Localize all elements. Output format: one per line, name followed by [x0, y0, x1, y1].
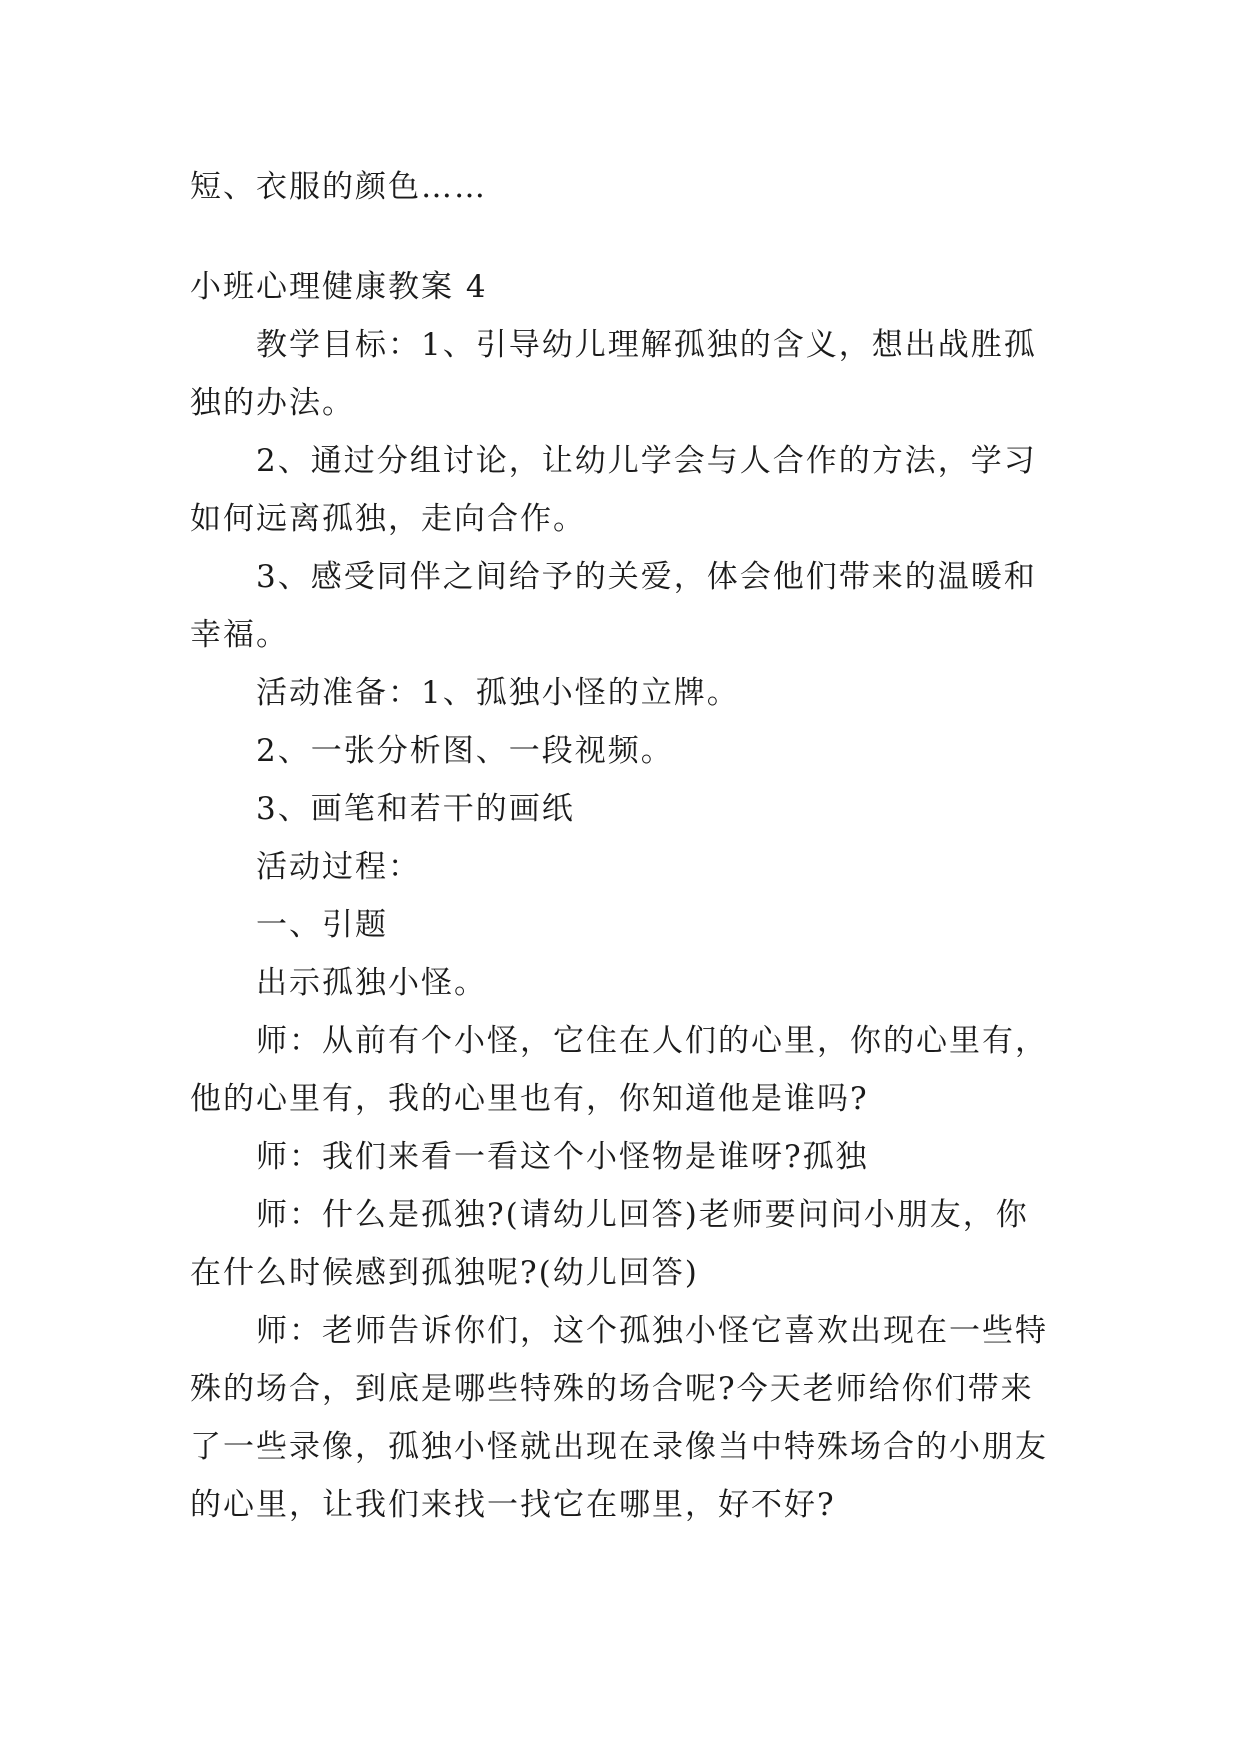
text-line: 师：老师告诉你们，这个孤独小怪它喜欢出现在一些特 [256, 1313, 1048, 1349]
text-line: 2、一张分析图、一段视频。 [256, 733, 674, 769]
text-line: 教学目标：1、引导幼儿理解孤独的含义，想出战胜孤 [256, 327, 1037, 363]
text-line: 2、通过分组讨论，让幼儿学会与人合作的方法，学习 [256, 443, 1037, 479]
text-line: 3、感受同伴之间给予的关爱，体会他们带来的温暖和 [256, 559, 1037, 595]
text-line: 幸福。 [190, 617, 289, 653]
text-line: 了一些录像，孤独小怪就出现在录像当中特殊场合的小朋友 [190, 1429, 1048, 1465]
text-line: 殊的场合，到底是哪些特殊的场合呢?今天老师给你们带来 [190, 1371, 1034, 1407]
text-line: 师：我们来看一看这个小怪物是谁呀?孤独 [256, 1139, 869, 1175]
document-body [190, 158, 1060, 1534]
text-line: 如何远离孤独，走向合作。 [190, 501, 586, 537]
text-line: 师：从前有个小怪，它住在人们的心里，你的心里有， [256, 1023, 1048, 1059]
text-line: 他的心里有，我的心里也有，你知道他是谁吗? [190, 1081, 869, 1117]
text-line: 3、画笔和若干的画纸 [256, 791, 575, 827]
text-line: 在什么时候感到孤独呢?(幼儿回答) [190, 1255, 699, 1291]
text-line: 师：什么是孤独?(请幼儿回答)老师要问问小朋友，你 [256, 1197, 1029, 1233]
text-line: 独的办法。 [190, 385, 355, 421]
text-line: 活动过程： [256, 849, 421, 885]
section-heading: 小班心理健康教案 4 [190, 269, 488, 305]
text-line: 活动准备：1、孤独小怪的立牌。 [256, 675, 740, 711]
text-line: 的心里，让我们来找一找它在哪里，好不好? [190, 1487, 836, 1523]
text-line: 一、引题 [256, 907, 388, 943]
text-line: 短、衣服的颜色…… [190, 169, 487, 205]
text-line: 出示孤独小怪。 [256, 965, 487, 1001]
